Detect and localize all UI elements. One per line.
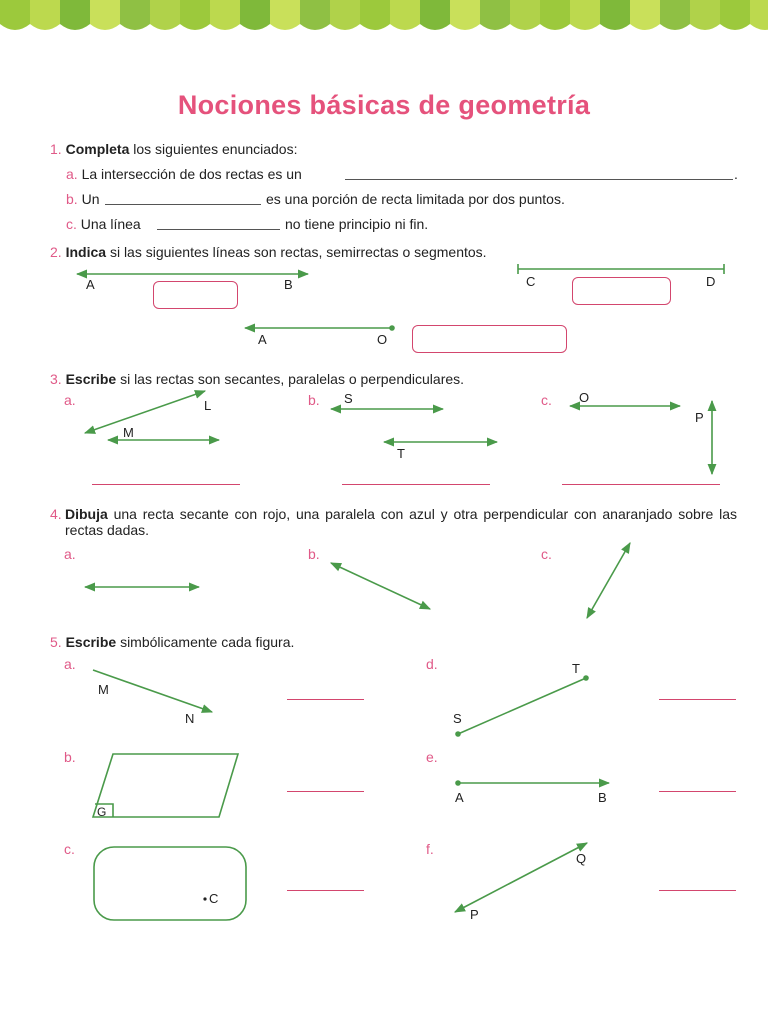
item-letter-b: b. xyxy=(308,546,320,562)
question-text: si las rectas son secantes, paralelas o perpendiculares. xyxy=(120,371,465,387)
item-letter-a: a. xyxy=(64,656,76,672)
item-letter-d: d. xyxy=(426,656,438,672)
line-label-m: M xyxy=(123,425,134,440)
point-label-p: P xyxy=(470,907,479,922)
point-label-a: A xyxy=(455,790,464,805)
item-letter-f: f. xyxy=(426,841,434,857)
question-number: 2. xyxy=(50,244,62,260)
question-text: los siguientes enunciados: xyxy=(133,141,298,157)
point-label-c: C xyxy=(209,891,219,906)
question-text: si las siguientes líneas son rectas, semirrectas o segmentos. xyxy=(109,244,487,260)
vertex-g-marker xyxy=(95,804,113,817)
point-label-o: O xyxy=(377,332,388,347)
point-o-dot xyxy=(389,325,395,331)
item-letter-c: c. xyxy=(64,841,75,857)
item-letter-b: b. xyxy=(308,392,320,408)
page-title: Nociones básicas de geometría xyxy=(177,90,591,120)
question-verb: Completa xyxy=(65,141,130,157)
item-letter: b. xyxy=(66,191,78,207)
point-label-a: A xyxy=(258,332,267,347)
item-letter-e: e. xyxy=(426,749,438,765)
item-letter-b: b. xyxy=(64,749,76,765)
question-number: 4. xyxy=(50,506,62,522)
question-text: una recta secante con rojo, una paralela con azul y otra perpendicular con anaranjado sobre las rectas dadas. xyxy=(65,506,737,538)
point-label-s: S xyxy=(453,711,462,726)
ray-st xyxy=(458,678,586,734)
point-label-t: T xyxy=(572,661,580,676)
q1b-text1: Un xyxy=(81,191,100,207)
item-letter-c: c. xyxy=(541,546,552,562)
line-pq xyxy=(455,843,587,912)
given-line-4c xyxy=(587,543,630,618)
point-label-b: B xyxy=(284,277,293,292)
point-s-dot xyxy=(455,731,461,737)
item-letter: c. xyxy=(66,216,77,232)
question-verb: Dibuja xyxy=(65,506,108,522)
point-label-q: Q xyxy=(576,851,587,866)
point-label-b: B xyxy=(598,790,607,805)
question-number: 1. xyxy=(50,141,62,157)
question-verb: Escribe xyxy=(65,634,117,650)
point-label-d: D xyxy=(706,274,716,289)
line-label-l: L xyxy=(204,398,212,413)
line-label-o: O xyxy=(579,390,590,405)
line-label-t: T xyxy=(397,446,405,461)
question-text: simbólicamente cada figura. xyxy=(120,634,295,650)
point-label-n: N xyxy=(185,711,195,726)
point-label-m: M xyxy=(98,682,109,697)
line-label-s: S xyxy=(344,391,353,406)
question-number: 3. xyxy=(50,371,62,387)
line-label-p: P xyxy=(695,410,704,425)
item-letter-c: c. xyxy=(541,392,552,408)
point-c-dot xyxy=(203,897,206,900)
q1b-text2: es una porción de recta limitada por dos puntos. xyxy=(266,191,565,207)
q1a-period: . xyxy=(734,166,738,182)
given-line-4b xyxy=(331,563,430,609)
point-t-dot xyxy=(583,675,589,681)
question-verb: Indica xyxy=(65,244,107,260)
question-verb: Escribe xyxy=(65,371,117,387)
closed-curve xyxy=(94,847,246,920)
question-number: 5. xyxy=(50,634,62,650)
point-label-c: C xyxy=(526,274,536,289)
q1c-text2: no tiene principio ni fin. xyxy=(285,216,429,232)
item-letter: a. xyxy=(66,166,78,182)
ray-mn xyxy=(93,670,212,712)
line-l xyxy=(85,391,205,433)
parallelogram xyxy=(93,754,238,817)
q1a-text: La intersección de dos rectas es un xyxy=(81,166,302,182)
item-letter-a: a. xyxy=(64,392,76,408)
point-label-a: A xyxy=(86,277,95,292)
vertex-label-g: G xyxy=(97,805,107,819)
item-letter-a: a. xyxy=(64,546,76,562)
q1c-text1: Una línea xyxy=(80,216,141,232)
point-a-dot xyxy=(455,780,461,786)
